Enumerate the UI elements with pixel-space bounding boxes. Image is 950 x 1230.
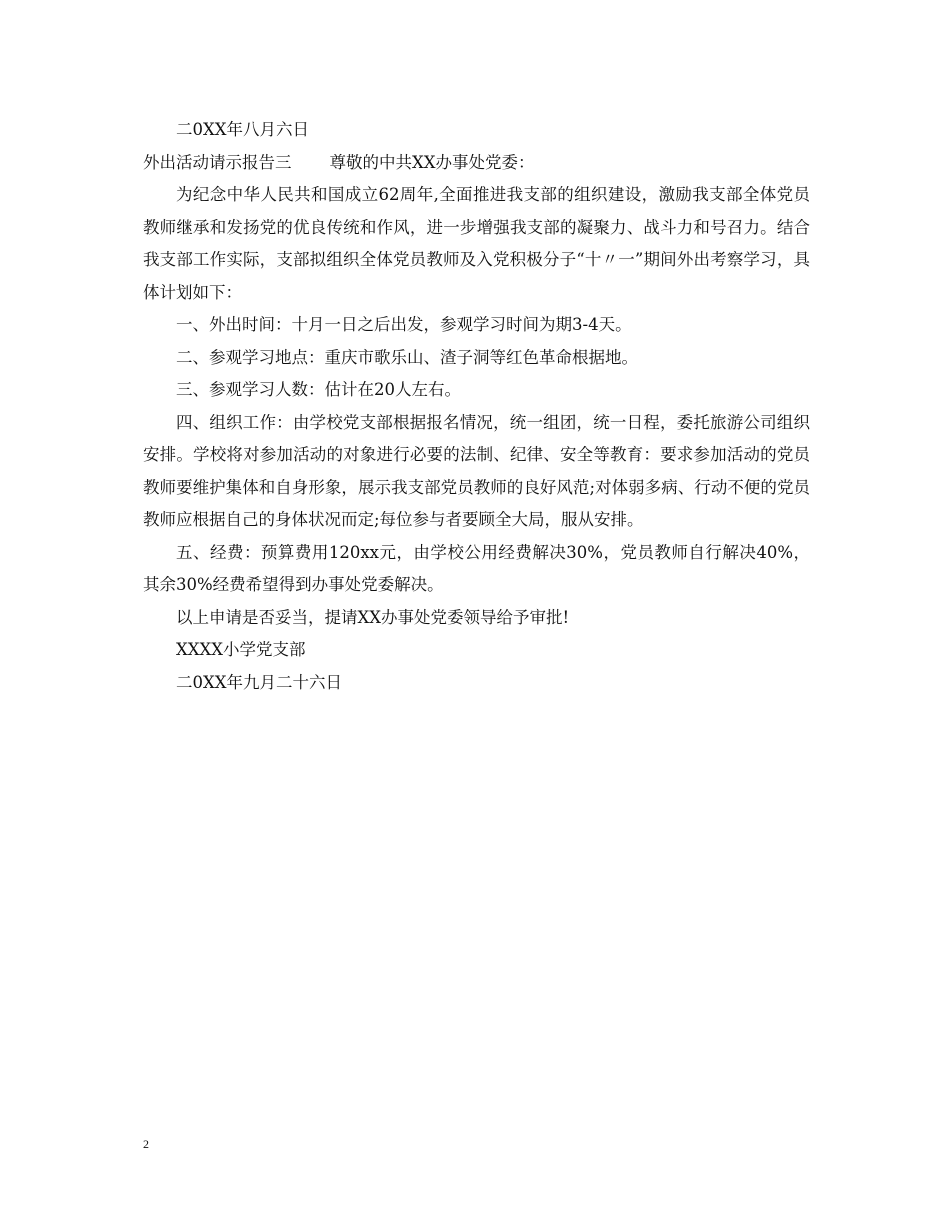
paragraph-request: 以上申请是否妥当，提请XX办事处党委领导给予审批! bbox=[176, 607, 570, 627]
paragraph-participants: 三、参观学习人数：估计在20人左右。 bbox=[176, 380, 461, 399]
signature-organization: XXXX小学党支部 bbox=[176, 640, 306, 659]
document-body bbox=[143, 114, 810, 699]
date-top: 二0XX年八月六日 bbox=[176, 120, 309, 139]
paragraph-location: 二、参观学习地点：重庆市歌乐山、渣子洞等红色革命根据地。 bbox=[176, 347, 638, 367]
page-number: 2 bbox=[143, 1137, 149, 1151]
paragraph-intro: 为纪念中华人民共和国成立62周年,全面推进我支部的组织建设，激励我支部全体党员教师继承和发扬党的优良传统和作风，进一步增强我支部的凝聚力、战斗力和号召力。结合我支部工作实际，支部拟组织全体党员教师及入党积极分子“十〃一”期间外出考察学习，具体计划如下： bbox=[143, 185, 810, 302]
paragraph-organization: 四、组织工作：由学校党支部根据报名情况，统一组团，统一日程，委托旅游公司组织安排。学校将对参加活动的对象进行必要的法制、纪律、安全等教育：要求参加活动的党员教师要维护集体和自身形象，展示我支部党员教师的良好风范;对体弱多病、行动不便的党员教师应根据自己的身体状况而定;每位参与者要顾全大局，服从安排。 bbox=[143, 412, 810, 529]
report-title: 外出活动请示报告三 bbox=[143, 152, 292, 172]
salutation: 尊敬的中共XX办事处党委： bbox=[329, 152, 535, 172]
paragraph-time: 一、外出时间：十月一日之后出发，参观学习时间为期3-4天。 bbox=[176, 315, 632, 334]
signature-date: 二0XX年九月二十六日 bbox=[176, 672, 342, 692]
title-line bbox=[143, 147, 810, 180]
paragraph-funding: 五、经费：预算费用120xx元，由学校公用经费解决30%，党员教师自行解决40%，其余30%经费希望得到办事处党委解决。 bbox=[143, 542, 810, 594]
